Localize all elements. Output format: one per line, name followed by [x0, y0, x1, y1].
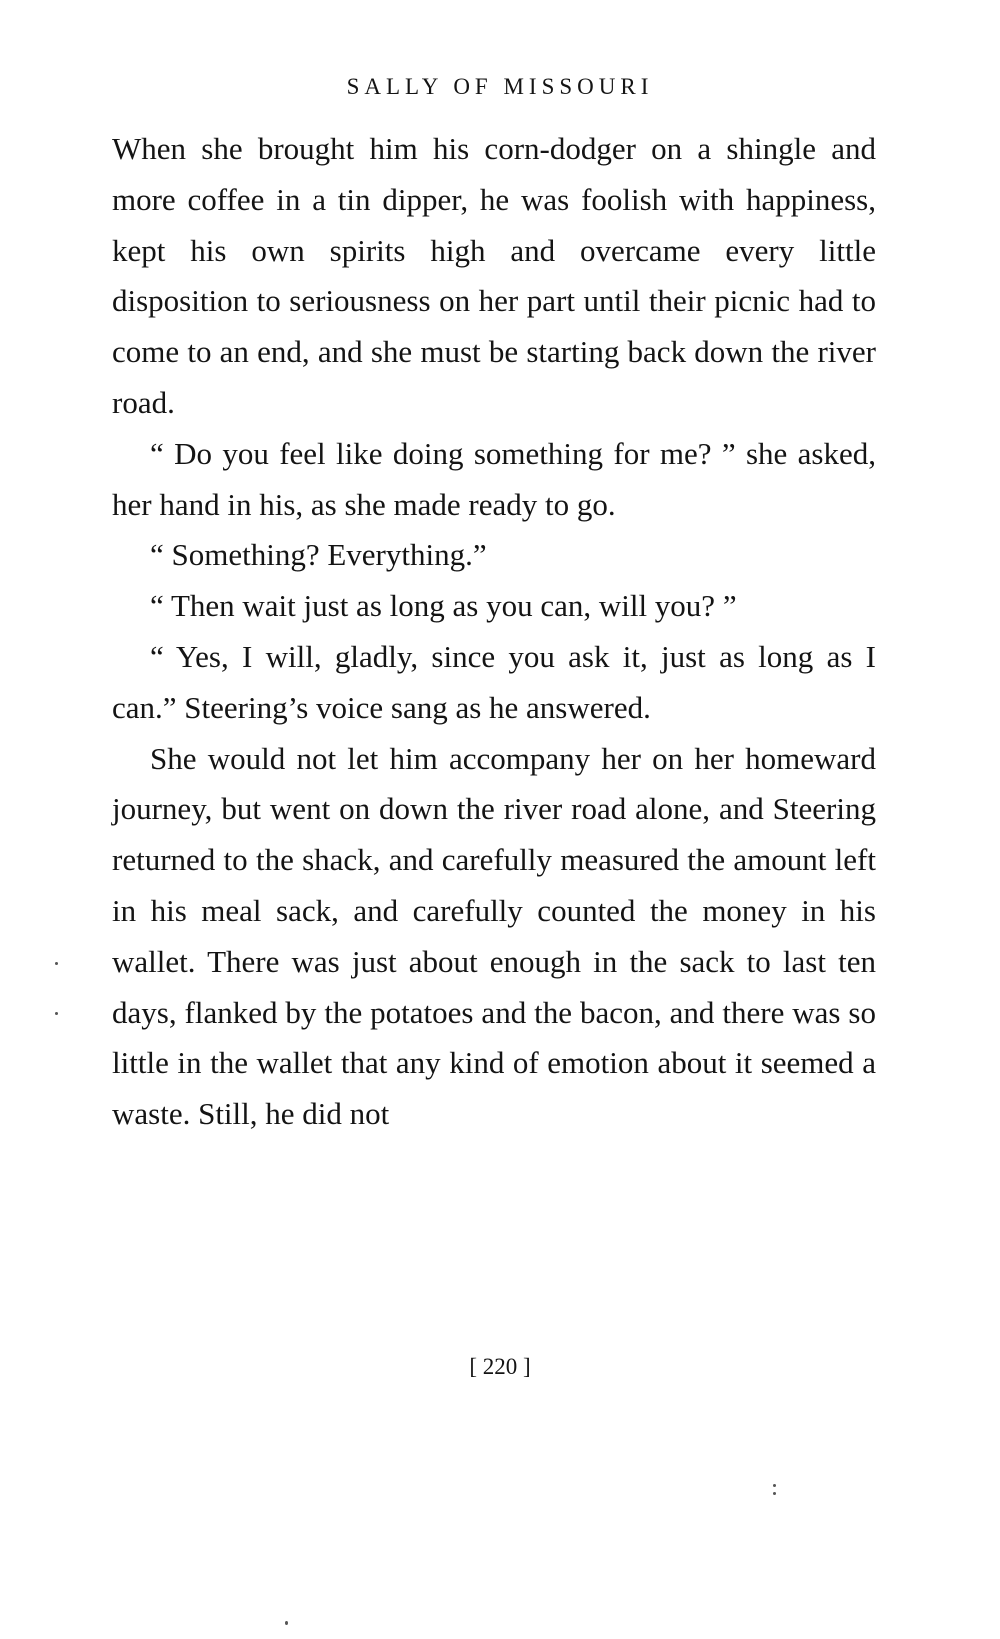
scan-speck	[285, 1621, 288, 1625]
scan-speck	[773, 1492, 776, 1495]
scan-speck	[55, 1012, 58, 1015]
paragraph-5: “ Yes, I will, gladly, since you ask it, just as long as I can.” Steering’s voice sang as he answered.	[112, 638, 876, 725]
paragraph-6: She would not let him accompany her on her homeward journey, but went on down the river road alone, and Steering returned to the shack, and carefully measured the amount left in his meal sack, and carefully counted the money in his wallet. There was just about enough in the sack to last ten days, flanked by the potatoes and the bacon, and there was so little in the wallet that any kind of emotion about it seemed a waste. Still, he did not	[112, 740, 876, 1132]
running-head: SALLY OF MISSOURI	[346, 74, 654, 99]
page-number: [ 220 ]	[469, 1354, 531, 1379]
scan-speck	[55, 962, 58, 965]
paragraph-1: When she brought him his corn-dodger on a shingle and more coffee in a tin dipper, he was foolish with happiness, kept his own spirits high and overcame every little disposition to seriousness on her part until their picnic had to come to an end, and she must be starting back down the river road.	[112, 131, 876, 420]
scan-speck	[773, 1484, 776, 1487]
body-text	[112, 124, 876, 1140]
paragraph-4: “ Then wait just as long as you can, will you? ”	[150, 588, 737, 624]
paragraph-2: “ Do you feel like doing something for me? ” she asked, her hand in his, as she made ready to go.	[112, 435, 876, 522]
paragraph-3: “ Something? Everything.”	[150, 537, 487, 573]
